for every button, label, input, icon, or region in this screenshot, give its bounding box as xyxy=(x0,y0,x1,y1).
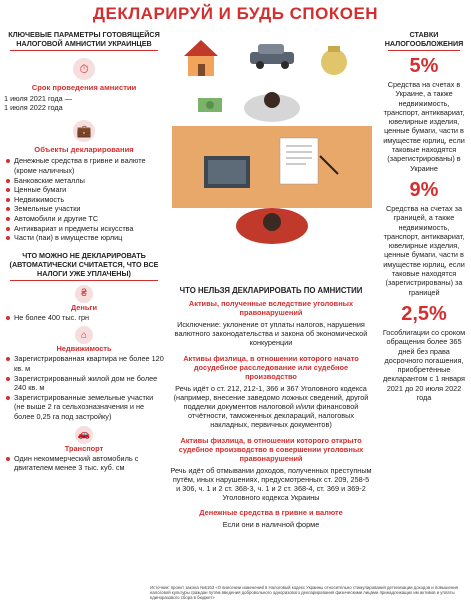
objects-list xyxy=(4,156,164,242)
term-line-2: 1 июля 2022 года xyxy=(4,103,63,113)
source-note: Источник: проект закона №5153 «О внесении изменений в Налоговый кодекс Украины относительно стимулирования детенизации доходов и повышения налоговой культуры граждан путём введения добровольного одноразового декларирования физическими лицами принадлежащих им активов и уплаты единоразового сбора в бюджет» xyxy=(150,585,458,600)
desk-illustration xyxy=(168,28,376,268)
right-column xyxy=(380,30,468,402)
cash-icon xyxy=(198,98,222,112)
objects-list-item: Денежные средства в гривне и валюте (кроме наличных) xyxy=(4,156,164,175)
money-title: Деньги xyxy=(70,302,98,312)
house-icon: ⌂ xyxy=(75,326,93,344)
realty-list xyxy=(4,354,164,421)
left-heading-divider xyxy=(10,50,158,51)
realty-item: Зарегистрированные земельные участки (не выше 2 га сельхозназначения и не более 0,25 га под застройку) xyxy=(4,393,164,422)
block1-text: Исключение: уклонение от уплаты налогов, нарушения валютного законодательства и закона об экономической конкуренции xyxy=(174,320,368,348)
left-heading: КЛЮЧЕВЫЕ ПАРАМЕТРЫ ГОТОВЯЩЕЙСЯ НАЛОГОВОЙ АМНИСТИИ УКРАИНЦЕВ xyxy=(8,30,160,48)
transport-item: Один некоммерческий автомобиль с двигателем менее 3 тыс. куб. см xyxy=(4,454,164,473)
block2-title: Активы физлица, в отношении которого начато досудебное расследование или судебное производство xyxy=(183,353,359,381)
rate-text: Средства на счетах за границей, а также недвижимость, транспорт, антиквариат, ювелирные изделия, ценные бумаги, части в имуществе юрлиц, если таковые находятся (зарегистрированы) за границей xyxy=(383,203,465,297)
page-title: ДЕКЛАРИРУЙ И БУДЬ СПОКОЕН xyxy=(92,4,379,23)
briefcase-icon: 💼 xyxy=(73,120,95,142)
money-item: Не более 400 тыс. грн xyxy=(4,313,164,323)
realty-item: Зарегистрированная квартира не более 120 кв. м xyxy=(4,354,164,373)
objects-list-item: Части (паи) в имуществе юрлиц xyxy=(4,233,164,243)
person-top-icon xyxy=(244,92,300,122)
middle-column xyxy=(170,286,372,530)
realty-item: Зарегистрированный жилой дом не более 240 кв. м xyxy=(4,374,164,393)
house-icon xyxy=(184,40,218,76)
money-icon: ₴ xyxy=(75,285,93,303)
car-icon xyxy=(250,44,294,69)
rate-text: Средства на счетах в Украине, а также недвижимость, транспорт, антиквариат, ювелирные изделия, ценные бумаги, части в имуществе юрлиц, если таковые находятся (зарегистрированы) в Украине xyxy=(383,80,465,173)
right-heading-divider xyxy=(388,50,460,51)
car-icon: 🚗 xyxy=(75,426,93,444)
left-column xyxy=(4,30,164,473)
objects-list-item: Недвижимость xyxy=(4,195,164,205)
money-bag-icon xyxy=(321,46,347,75)
middle-heading: ЧТО НЕЛЬЗЯ ДЕКЛАРИРОВАТЬ ПО АМНИСТИИ xyxy=(179,286,363,295)
objects-list-item: Антиквариат и предметы искусства xyxy=(4,224,164,234)
documents-icon xyxy=(280,138,318,184)
term-title: Срок проведения амнистии xyxy=(31,83,137,92)
right-heading: СТАВКИ НАЛОГООБЛОЖЕНИЯ xyxy=(384,30,464,48)
block4-title: Денежные средства в гривне и валюте xyxy=(199,508,343,518)
block3-text: Речь идёт об отмывании доходов, полученных преступным путём, иных нарушениях, предусмотренных ст. 209, 258-5 и 306, ч. 1 и 2 ст. 368-3, ч. 1 и 2 ст. 368-4, ст. 369 и 369-2 Уголовного кодекса Украины xyxy=(170,465,372,503)
desk xyxy=(172,126,372,208)
rate-value: 5% xyxy=(409,55,439,77)
rate-text: Гособлигации со сроком обращения более 365 дней без права досрочного погашения, приобретённые декларантом с 1 января 2021 до 20 июля 2022 года xyxy=(382,327,466,403)
rate-value: 2,5% xyxy=(401,302,447,325)
block2-text: Речь идёт о ст. 212, 212-1, 366 и 367 Уголовного кодекса (например, внесение заведомо ложных сведений, другой подделки документов налоговой и/или финансовой отчётности, таможенных деклараций, налоговых накладных, первичных документов) xyxy=(173,383,369,430)
objects-list-item: Земельные участки xyxy=(4,204,164,214)
objects-list-item: Банковские металлы xyxy=(4,176,164,186)
laptop-icon xyxy=(204,156,250,188)
realty-title: Недвижимость xyxy=(56,344,112,354)
not-declare-divider xyxy=(10,280,158,281)
objects-list-item: Ценные бумаги xyxy=(4,185,164,195)
block3-title: Активы физлица, в отношении которого открыто судебное производство в совершении уголовных правонарушений xyxy=(178,435,364,463)
objects-list-item: Автомобили и другие ТС xyxy=(4,214,164,224)
person-bottom-icon xyxy=(236,208,308,244)
objects-title: Объекты декларирования xyxy=(34,145,134,155)
stopwatch-icon: ⏱ xyxy=(73,58,95,80)
transport-title: Транспорт xyxy=(64,443,104,453)
not-declare-heading: ЧТО МОЖНО НЕ ДЕКЛАРИРОВАТЬ (АВТОМАТИЧЕСКИ СЧИТАЕТСЯ, ЧТО ВСЕ НАЛОГИ УЖЕ УПЛАЧЕНЫ) xyxy=(9,250,159,278)
block4-text: Если они в наличной форме xyxy=(222,520,320,530)
block1-title: Активы, полученные вследствие уголовных правонарушений xyxy=(188,299,354,317)
term-line-1: 1 июля 2021 года — xyxy=(4,94,73,103)
rate-value: 9% xyxy=(409,178,439,201)
